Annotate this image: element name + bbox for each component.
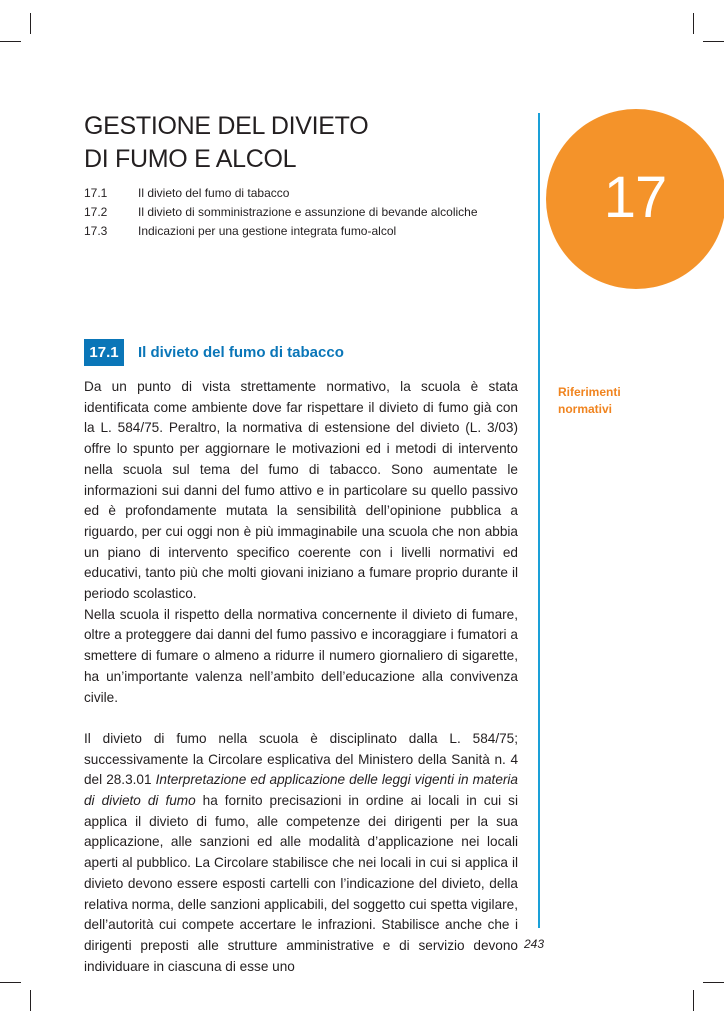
body-text (84, 377, 518, 977)
margin-divider-rule (538, 113, 540, 928)
page-number: 243 (524, 937, 545, 951)
circular-title-italic: Interpretazione ed applicazione delle leggi vigenti in materia di divieto di fumo (84, 772, 518, 809)
chapter-title (84, 110, 368, 176)
crop-mark-top-right-vertical (693, 13, 694, 34)
margin-note-line-2: normativi (558, 402, 613, 416)
section-number-badge: 17.1 (84, 339, 124, 366)
chapter-title-line-2: DI FUMO E ALCOL (84, 145, 297, 173)
margin-note (558, 384, 668, 418)
crop-mark-top-right-horizontal (703, 41, 724, 42)
crop-mark-top-left-vertical (30, 13, 31, 34)
chapter-title-line-1: GESTIONE DEL DIVIETO (84, 112, 369, 140)
body-paragraph-2: Nella scuola il rispetto della normativa concernente il divieto di fumare, oltre a proteggere dai danni del fumo passivo e incoraggiare i fumatori a smettere di fumare o almeno a ridurre il numero giornaliero di sigarette, ha un’importante valenza nell’ambito dell’educazione alla convivenza civile. (84, 606, 518, 705)
crop-mark-bottom-left-vertical (30, 990, 31, 1011)
body-paragraph-1: Da un punto di vista strettamente normativo, la scuola è stata identificata come ambiente dove far rispettare il divieto di fumo già con la L. 584/75. Peraltro, la normativa di estensione del divieto (L. 3/03) offre lo spunto per aggiornare le motivazioni ed i metodi di intervento nella scuola sul tema del fumo di tabacco. Sono aumentate le informazioni sui danni del fumo attivo e in particolare su quello passivo ed è profondamente mutata la sensibilità dell’opinione pubblica a riguardo, per cui oggi non è più immaginabile una scuola che non abbia un piano di intervento specifico coerente con i livelli normativi ed educativi, tanto più che molti giovani iniziano a fumare proprio durante il periodo scolastico. (84, 379, 518, 602)
toc-item (84, 184, 524, 203)
margin-note-line-1: Riferimenti (558, 385, 621, 399)
section-heading (84, 339, 344, 366)
body-paragraph-3-start: Il divieto di fumo nella scuola è disciplinato dalla L. 584/75; successivamente la Circolare esplicativa del Ministero della Sanità n. 4 del 28.3.01 (84, 730, 518, 788)
toc-item-number: 17.3 (84, 224, 108, 238)
toc-item-number: 17.2 (84, 205, 108, 219)
toc-item-label: Il divieto del fumo di tabacco (138, 186, 290, 200)
toc-item-label: Il divieto di somministrazione e assunzione di bevande alcoliche (138, 205, 478, 219)
chapter-contents (84, 184, 524, 241)
toc-item-number: 17.1 (84, 186, 108, 200)
body-paragraph-3-end: ha fornito precisazioni in ordine ai locali in cui si applica il divieto di fumo, alle competenze dei dirigenti per la sua applicazione, alle sanzioni ed alle modalità d’applicazione nei locali aperti al pubblico. La Circolare stabilisce che nei locali in cui si applica il divieto devono essere esposti cartelli con l’indicazione del divieto, della relativa norma, delle sanzioni applicabili, del soggetto cui spetta vigilare, dell’autorità cui compete accertare le infrazioni. Stabilisce anche che i dirigenti preposti alle strutture amministrative e di servizio devono individuare in ciascuna di esse uno (84, 793, 518, 974)
toc-item (84, 222, 524, 241)
toc-item-label: Indicazioni per una gestione integrata fumo-alcol (138, 224, 397, 238)
section-title: Il divieto del fumo di tabacco (138, 344, 344, 361)
toc-item (84, 203, 524, 222)
crop-mark-top-left-horizontal (0, 41, 21, 42)
crop-mark-bottom-right-horizontal (703, 982, 724, 983)
body-paragraph-3 (84, 729, 518, 977)
crop-mark-bottom-left-horizontal (0, 982, 21, 983)
crop-mark-bottom-right-vertical (693, 990, 694, 1011)
chapter-number: 17 (603, 165, 667, 230)
